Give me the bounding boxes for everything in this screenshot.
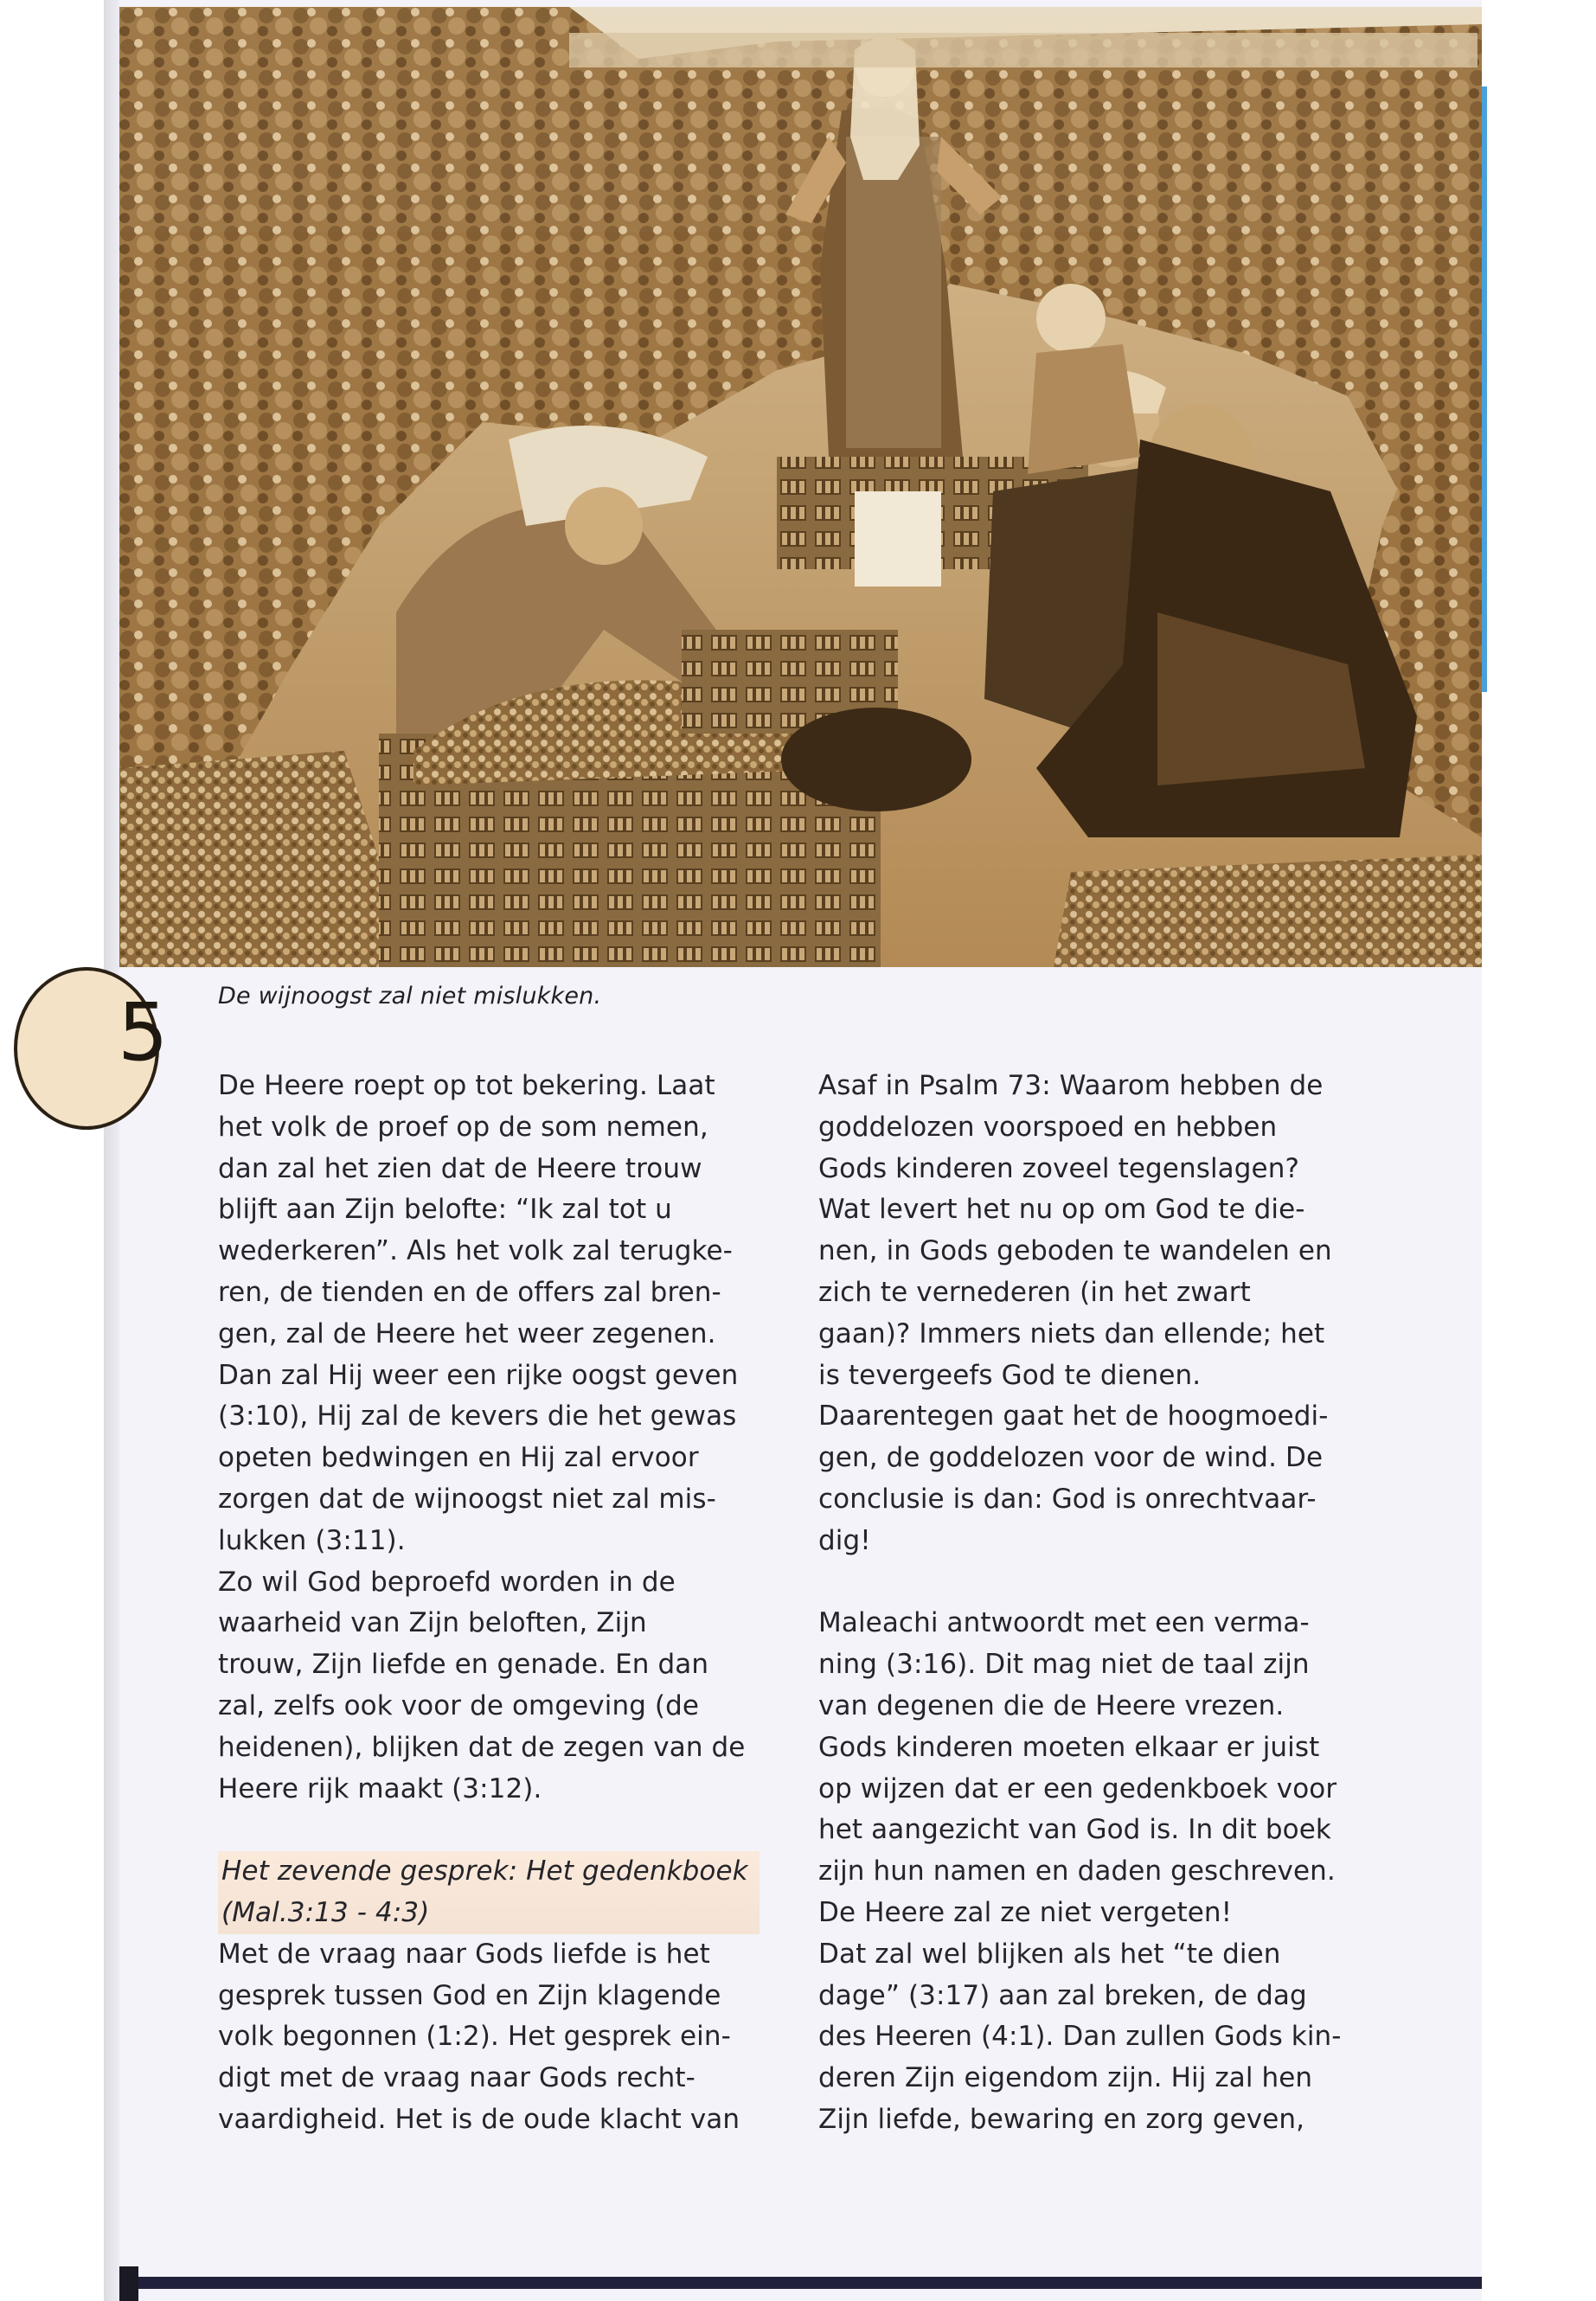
- grape-harvest-photo: [119, 7, 1482, 967]
- page-bottom-edge: [138, 2277, 1482, 2289]
- page-corner-shadow: [119, 2266, 138, 2301]
- left-paragraph-1: De Heere roept op tot bekering. Laat het volk de proef op de som nemen, dan zal het zien dat de Heere trouw blijft aan Zijn belofte: “Ik zal tot u wederkeren”. Als het volk zal terugke- ren, de tienden en de offers zal bren- gen, zal de Heere het weer zegenen. Dan zal Hij weer een rijke oogst geven (3:10), Hij zal de kevers die het gewas opeten bedwingen en Hij zal ervoor zorgen dat de wijnoogst niet zal mis- lukken (3:11).: [218, 1070, 739, 1556]
- right-paragraph-2: Maleachi antwoordt met een verma- ning (3:16). Dit mag niet de taal zijn van degenen die de Heere vrezen. Gods kinderen moeten elkaar er juist op wijzen dat er een gedenkboek voor het aangezicht van God is. In dit boek zijn hun namen en daden geschreven. De Heere zal ze niet vergeten!: [818, 1607, 1337, 1928]
- right-paragraph-3: Dat zal wel blijken als het “te dien dage” (3:17) aan zal breken, de dag des Heeren (4:1). Dan zullen Gods kin- deren Zijn eigendom zijn. Hij zal hen Zijn liefde, bewaring en zorg geven,: [818, 1938, 1342, 2135]
- left-text-column: [218, 1066, 772, 2141]
- left-paragraph-3: Met de vraag naar Gods liefde is het gesprek tussen God en Zijn klagende volk begonnen (1:2). Het gesprek ein- digt met de vraag naar Gods recht- vaardigheid. Het is de oude klacht van: [218, 1938, 740, 2135]
- photo-caption: De wijnoogst zal niet mislukken.: [218, 983, 602, 1009]
- page-tab-number: 5: [118, 986, 169, 1079]
- right-text-column: [818, 1066, 1372, 2141]
- paragraph-gap: [218, 1810, 772, 1851]
- left-paragraph-2: Zo wil God beproefd worden in de waarheid van Zijn beloften, Zijn trouw, Zijn liefde en genade. En dan zal, zelfs ook voor de omgeving (de heidenen), blijken dat de zegen van de Heere rijk maakt (3:12).: [218, 1566, 746, 1804]
- right-paragraph-1: Asaf in Psalm 73: Waarom hebben de goddelozen voorspoed en hebben Gods kinderen zoveel tegenslagen? Wat levert het nu op om God te die- nen, in Gods geboden te wandelen en zich te vernederen (in het zwart gaan)? Immers niets dan ellende; het is tevergeefs God te dienen. Daarentegen gaat het de hoogmoedi- gen, de goddelozen voor de wind. De conclusie is dan: God is onrechtvaar- dig!: [818, 1070, 1332, 1556]
- section-subheading: Het zevende gesprek: Het gedenkboek (Mal.3:13 - 4:3): [218, 1851, 760, 1934]
- page-edge-strip: [1482, 87, 1487, 692]
- page-number-tab: [87, 967, 169, 1131]
- paragraph-gap: [818, 1562, 1372, 1604]
